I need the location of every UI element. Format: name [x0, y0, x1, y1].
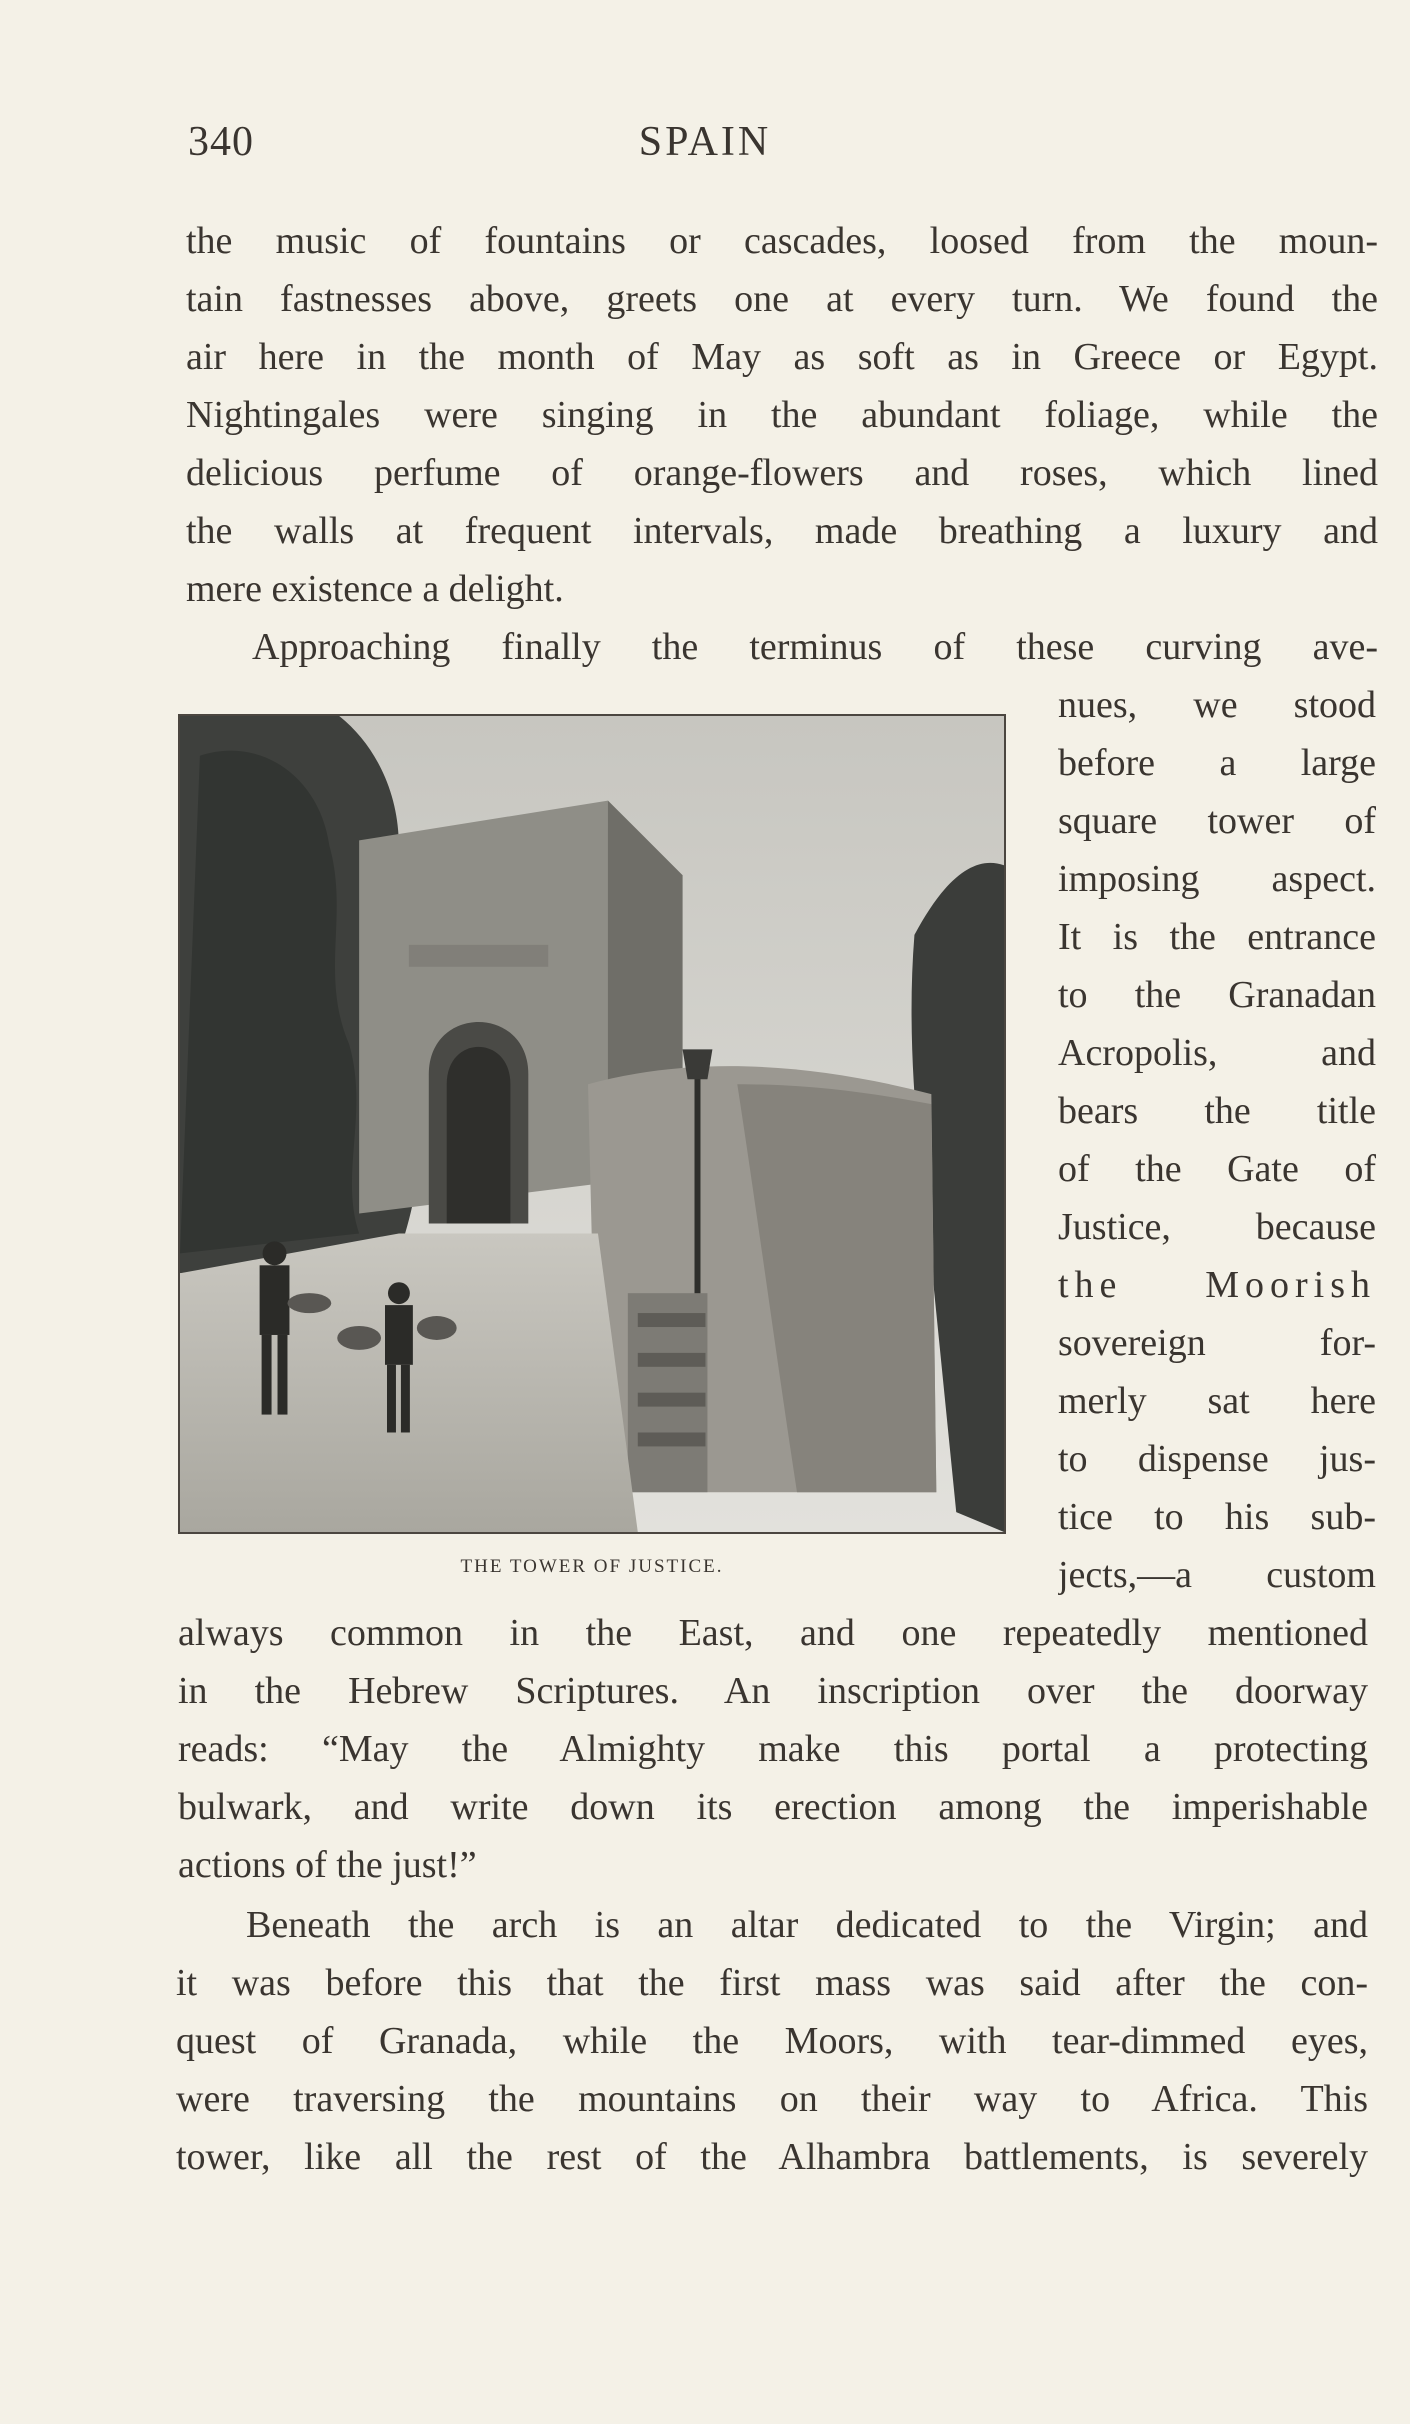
text-line: tain fastnesses above, greets one at every turn. We found the — [186, 278, 1378, 320]
text-line: were traversing the mountains on their way to Africa. This — [176, 2078, 1368, 2120]
text-line: quest of Granada, while the Moors, with tear-dimmed eyes, — [176, 2020, 1368, 2062]
text-line: tower, like all the rest of the Alhambra battlements, is severely — [176, 2136, 1368, 2178]
text-line: before a large — [1058, 742, 1376, 784]
text-line: It is the entrance — [1058, 916, 1376, 958]
text-line: jects,—a custom — [1058, 1554, 1376, 1596]
text-line: to the Granadan — [1058, 974, 1376, 1016]
page-number: 340 — [188, 119, 254, 165]
text-line: merly sat here — [1058, 1380, 1376, 1422]
text-line: in the Hebrew Scriptures. An inscription over the doorway — [178, 1670, 1368, 1712]
text-line: mere existence a delight. — [186, 568, 564, 610]
text-line: Justice, because — [1058, 1206, 1376, 1248]
text-line: the Moorish — [1058, 1264, 1376, 1306]
text-line: Approaching finally the terminus of these curving ave- — [252, 626, 1378, 668]
text-line: delicious perfume of orange-flowers and roses, which lined — [186, 452, 1378, 494]
text-line: the walls at frequent intervals, made breathing a luxury and — [186, 510, 1378, 552]
text-line: square tower of — [1058, 800, 1376, 842]
running-head: SPAIN — [638, 119, 772, 165]
figure-photo — [178, 714, 1006, 1534]
text-line: it was before this that the first mass was said after the con- — [176, 1962, 1368, 2004]
text-line: nues, we stood — [1058, 684, 1376, 726]
text-line: bears the title — [1058, 1090, 1376, 1132]
text-line: sovereign for- — [1058, 1322, 1376, 1364]
text-line: Nightingales were singing in the abundant foliage, while the — [186, 394, 1378, 436]
text-line: actions of the just!” — [178, 1844, 477, 1886]
text-line: reads: “May the Almighty make this portal a protecting — [178, 1728, 1368, 1770]
text-line: to dispense jus- — [1058, 1438, 1376, 1480]
text-line: imposing aspect. — [1058, 858, 1376, 900]
tower-of-justice-photo — [180, 716, 1004, 1532]
text-line: always common in the East, and one repeatedly mentioned — [178, 1612, 1368, 1654]
text-line: Acropolis, and — [1058, 1032, 1376, 1074]
text-line: the music of fountains or cascades, loosed from the moun- — [186, 220, 1378, 262]
text-line: bulwark, and write down its erection among the imperishable — [178, 1786, 1368, 1828]
text-line: Beneath the arch is an altar dedicated to the Virgin; and — [246, 1904, 1368, 1946]
figure-caption: THE TOWER OF JUSTICE. — [460, 1556, 724, 1577]
text-line: tice to his sub- — [1058, 1496, 1376, 1538]
text-line: of the Gate of — [1058, 1148, 1376, 1190]
text-line: air here in the month of May as soft as in Greece or Egypt. — [186, 336, 1378, 378]
